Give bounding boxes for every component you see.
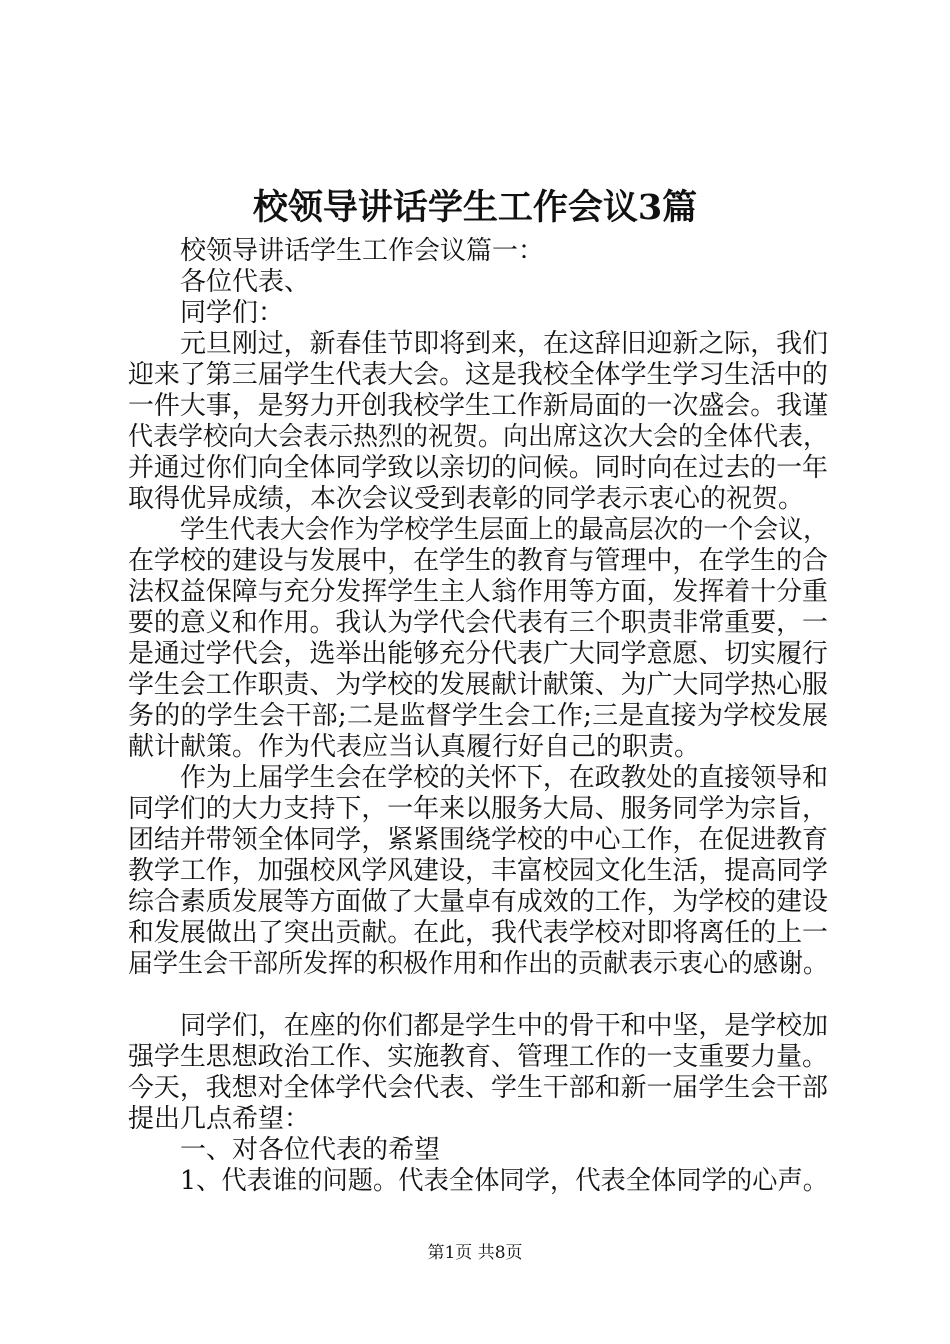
body-text-line: 迎来了第三届学生代表大会。这是我校全体学生学习生活中的 (128, 360, 828, 390)
body-text-line: 强学生思想政治工作、实施教育、管理工作的一支重要力量。 (128, 1042, 828, 1072)
body-text-line: 校领导讲话学生工作会议篇一： (180, 236, 545, 266)
body-text-line: 献计献策。作为代表应当认真履行好自己的职责。 (128, 732, 701, 762)
body-text-line: 取得优异成绩，本次会议受到表彰的同学表示衷心的祝贺。 (128, 484, 805, 514)
body-text-line: 作为上届学生会在学校的关怀下，在政教处的直接领导和 (180, 763, 828, 793)
body-text-line: 一件大事，是努力开创我校学生工作新局面的一次盛会。我谨 (128, 391, 828, 421)
page-footer: 第1页 共8页 (427, 1243, 523, 1263)
body-text-line: 是通过学代会，选举出能够充分代表广大同学意愿、切实履行 (128, 639, 828, 669)
body-text-line: 1、代表谁的问题。代表全体同学，代表全体同学的心声。 (180, 1166, 828, 1196)
body-text-line: 教学工作，加强校风学风建设，丰富校园文化生活，提高同学 (128, 856, 828, 886)
body-text-line: 和发展做出了突出贡献。在此，我代表学校对即将离任的上一 (128, 918, 828, 948)
body-text-line: 在学校的建设与发展中，在学生的教育与管理中，在学生的合 (128, 546, 828, 576)
body-text-line: 务的的学生会干部;二是监督学生会工作;三是直接为学校发展 (128, 701, 828, 731)
blank-line (128, 980, 828, 1011)
body-text-line: 同学们，在座的你们都是学生中的骨干和中坚，是学校加 (180, 1011, 828, 1041)
body-text-line: 学生代表大会作为学校学生层面上的最高层次的一个会议， (180, 515, 828, 545)
document-body (128, 236, 828, 1197)
body-text-line: 届学生会干部所发挥的积极作用和作出的贡献表示衷心的感谢。 (128, 949, 828, 979)
body-text-line: 同学们的大力支持下，一年来以服务大局、服务同学为宗旨， (128, 794, 828, 824)
body-text-line: 综合素质发展等方面做了大量卓有成效的工作，为学校的建设 (128, 887, 828, 917)
body-text-line: 代表学校向大会表示热烈的祝贺。向出席这次大会的全体代表， (128, 422, 828, 452)
document-title: 校领导讲话学生工作会议3篇 (252, 187, 698, 228)
body-text-line: 提出几点希望： (128, 1104, 311, 1134)
body-text-line: 一、对各位代表的希望 (180, 1135, 441, 1165)
body-text-line: 团结并带领全体同学，紧紧围绕学校的中心工作，在促进教育 (128, 825, 828, 855)
body-text-line: 今天，我想对全体学代会代表、学生干部和新一届学生会干部 (128, 1073, 828, 1103)
body-text-line: 各位代表、 (180, 267, 311, 297)
body-text-line: 要的意义和作用。我认为学代会代表有三个职责非常重要，一 (128, 608, 828, 638)
body-text-line: 元旦刚过，新春佳节即将到来，在这辞旧迎新之际，我们 (180, 329, 828, 359)
body-text-line: 法权益保障与充分发挥学生主人翁作用等方面，发挥着十分重 (128, 577, 828, 607)
body-text-line: 同学们： (180, 298, 285, 328)
body-text-line: 学生会工作职责、为学校的发展献计献策、为广大同学热心服 (128, 670, 828, 700)
body-text-line: 并通过你们向全体同学致以亲切的问候。同时向在过去的一年 (128, 453, 828, 483)
